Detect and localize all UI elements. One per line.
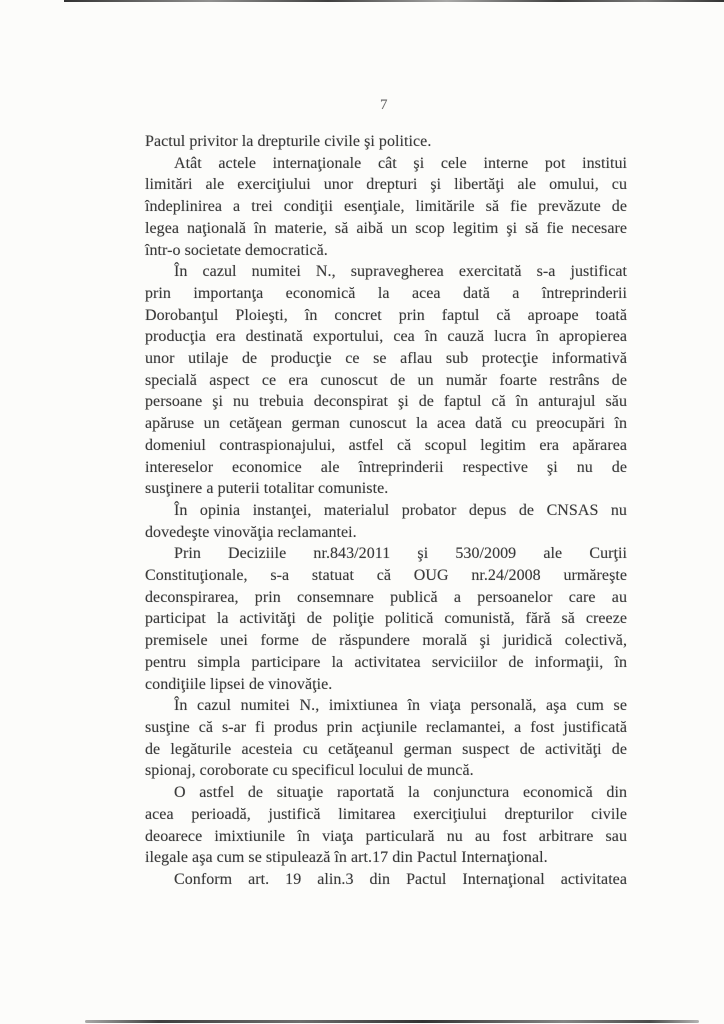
paragraph (145, 782, 627, 869)
text-line: intereselor economice ale întreprinderii respective şi nu de (145, 458, 627, 476)
paragraph (145, 131, 627, 153)
paragraph (145, 153, 627, 262)
text-line: deoarece imixtiunile în viaţa particulară nu au fost arbitrare sau (145, 827, 627, 845)
text-line: unor utilaje de producţie ce se aflau sub protecţie informativă (145, 350, 627, 368)
text-line: apăruse un cetăţean german cunoscut la acea dată cu preocupări în (145, 415, 627, 433)
text-line: O astfel de situaţie raportată la conjunctura economică din (174, 784, 627, 802)
text-line: îndeplinirea a trei condiţii esenţiale, limitările să fie prevăzute de (145, 198, 627, 216)
text-line: acea perioadă, justifică limitarea exerciţiului drepturilor civile (145, 805, 627, 823)
text-line: premisele unei forme de răspundere morală şi juridică colectivă, (145, 632, 627, 650)
text-line: limitări ale exerciţiului unor drepturi şi libertăţi ale omului, cu (145, 176, 627, 194)
text-line: Constituţionale, s-a statuat că OUG nr.24/2008 urmăreşte (145, 567, 627, 585)
text-line: spionaj, coroborate cu specificul locului de muncă. (145, 762, 474, 780)
text-line: Pactul privitor la drepturile civile şi politice. (145, 133, 432, 150)
text-line: producţia era destinată exportului, cea în cauză lucra în apropierea (145, 328, 627, 346)
text-line: În cazul numitei N., imixtiunea în viaţa personală, aşa cum se (174, 697, 627, 715)
text-line: domeniul contraspionajului, astfel că scopul legitim era apărarea (145, 436, 627, 454)
scan-edge-artifact-top (64, 0, 724, 2)
text-line: pentru simpla participare la activitatea serviciilor de informaţii, în (145, 653, 627, 671)
text-line: persoane şi nu trebuia deconspirat şi de faptul că în anturajul său (145, 393, 627, 411)
text-line: dovedeşte vinovăţia reclamantei. (145, 523, 357, 541)
document-text-block (145, 131, 627, 891)
text-line: Atât actele internaţionale cât şi cele interne pot institui (174, 154, 627, 172)
scan-edge-artifact-bottom (85, 1020, 699, 1023)
text-line: susţine că s-ar fi produs prin acţiunile reclamantei, a fost justificată (145, 718, 627, 736)
text-line: În cazul numitei N., supravegherea exercitată s-a justificat (174, 263, 627, 281)
text-line: Prin Deciziile nr.843/2011 şi 530/2009 ale Curţii (174, 545, 627, 563)
text-line: într-o societate democratică. (145, 241, 328, 259)
text-line: legea naţională în materie, să aibă un scop legitim şi să fie necesare (145, 219, 627, 237)
paragraph (145, 543, 627, 695)
text-line: susţinere a puterii totalitar comuniste. (145, 480, 389, 498)
paragraph (145, 261, 627, 500)
page-number: 7 (380, 97, 388, 113)
text-line: de legăturile acesteia cu cetăţeanul german suspect de activităţi de (145, 740, 627, 758)
text-line: Dorobanţul Ploieşti, în concret prin faptul că aproape toată (145, 306, 627, 324)
text-line: condiţiile lipsei de vinovăţie. (145, 675, 333, 693)
text-line: specială aspect ce era cunoscut de un număr foarte restrâns de (145, 371, 627, 389)
text-line: În opinia instanţei, materialul probator depus de CNSAS nu (174, 501, 627, 519)
paragraph (145, 869, 627, 891)
text-line: deconspirarea, prin consemnare publică a persoanelor care au (145, 588, 627, 606)
paragraph (145, 500, 627, 543)
text-line: participat la activităţi de poliţie politică comunistă, fără să creeze (145, 610, 627, 628)
text-line: ilegale aşa cum se stipulează în art.17 din Pactul Internaţional. (145, 849, 548, 867)
paragraph (145, 695, 627, 782)
text-line: Conform art. 19 alin.3 din Pactul Internaţional activitatea (174, 870, 627, 888)
text-line: prin importanţa economică la acea dată a întreprinderii (145, 284, 627, 302)
